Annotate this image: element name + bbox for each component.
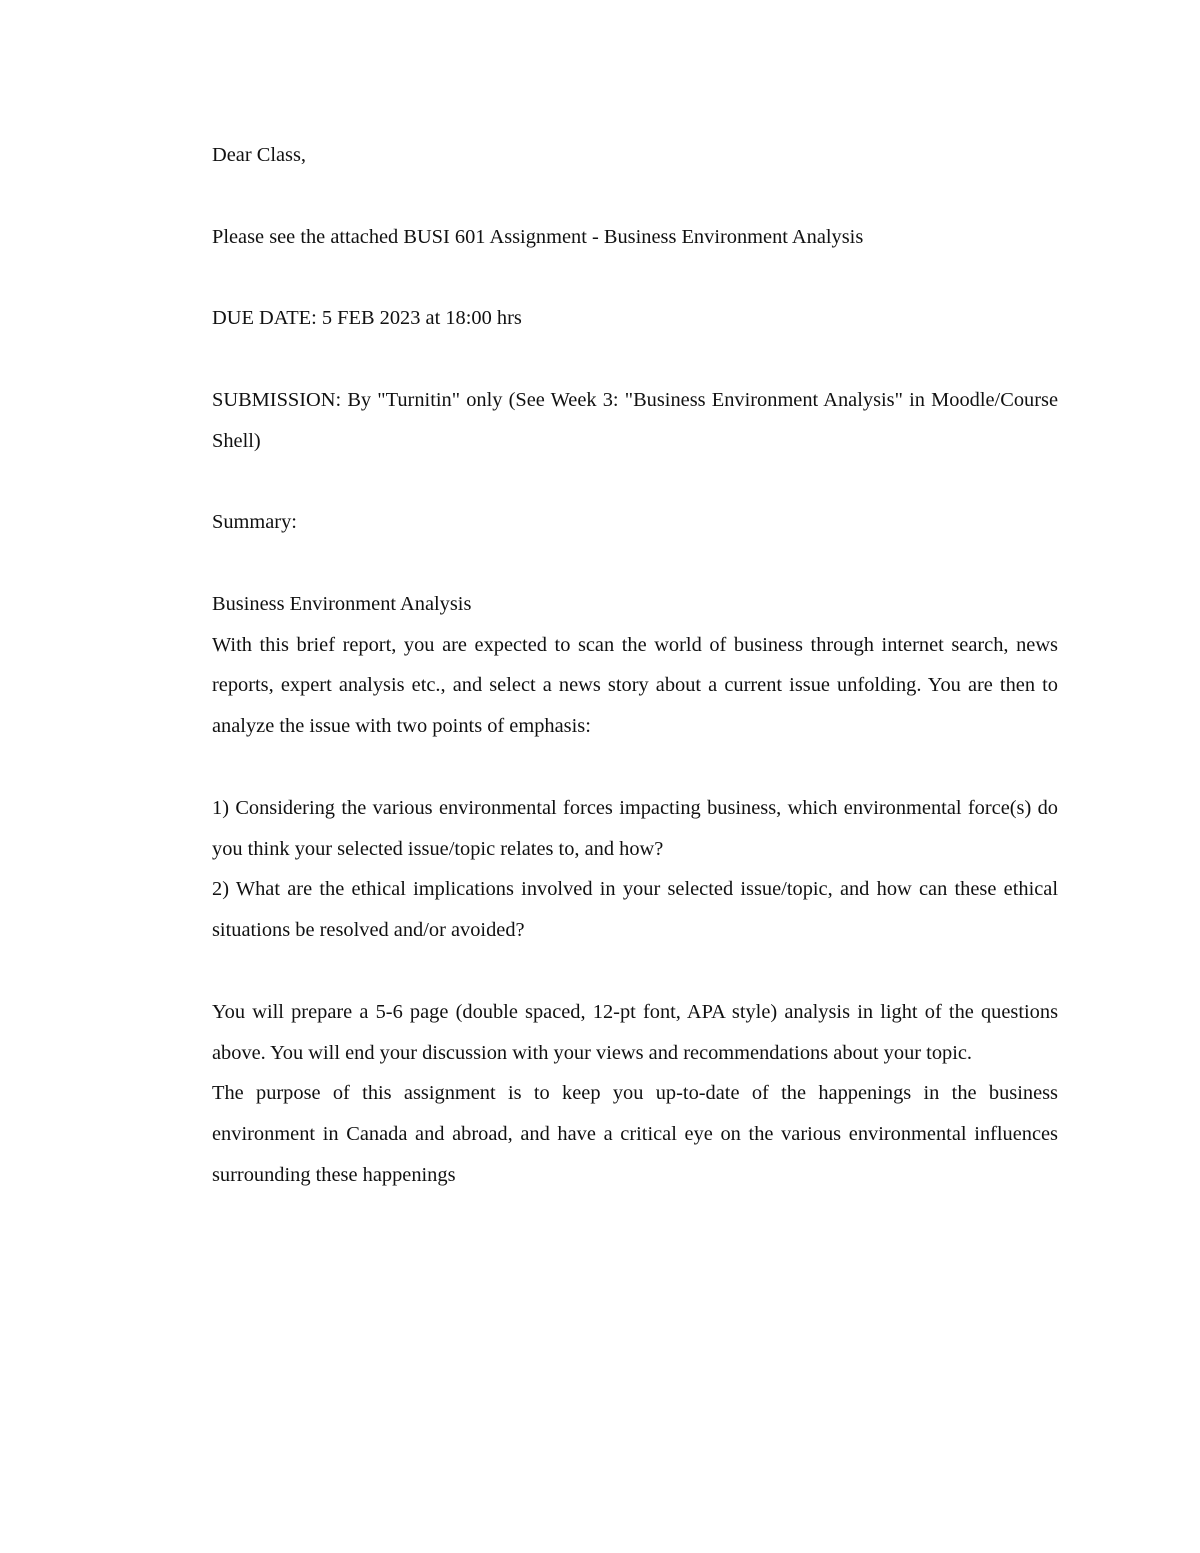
submission-info: SUBMISSION: By "Turnitin" only (See Week 3: "Business Environment Analysis" in Moodle/Course Shell) [212,388,1058,452]
due-date: DUE DATE: 5 FEB 2023 at 18:00 hrs [212,307,522,330]
section-title: Business Environment Analysis [212,592,472,615]
requirements-paragraph: You will prepare a 5-6 page (double spaced, 12-pt font, APA style) analysis in light of the questions above. You will end your discussion with your views and recommendations about your topic. [212,1000,1058,1064]
purpose-paragraph: The purpose of this assignment is to keep you up-to-date of the happenings in the business environment in Canada and abroad, and have a critical eye on the various environmental influences surrounding these happenings [212,1082,1058,1186]
section-body: With this brief report, you are expected to scan the world of business through internet search, news reports, expert analysis etc., and select a news story about a current issue unfolding. You are then to analyze the issue with two points of emphasis: [212,633,1058,738]
greeting: Dear Class, [212,144,306,166]
question-1: 1) Considering the various environmental forces impacting business, which environmental force(s) do you think your selected issue/topic relates to, and how? [212,796,1058,860]
document-page [212,135,1058,1196]
summary-label: Summary: [212,511,297,534]
intro-line: Please see the attached BUSI 601 Assignment - Business Environment Analysis [212,225,864,248]
question-2: 2) What are the ethical implications involved in your selected issue/topic, and how can these ethical situations be resolved and/or avoided? [212,878,1058,942]
